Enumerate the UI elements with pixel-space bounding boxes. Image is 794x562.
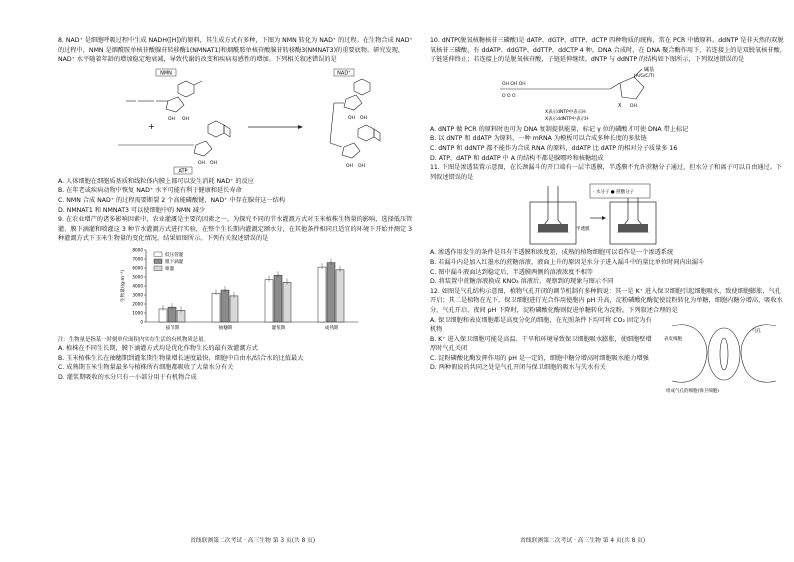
bar [168,307,176,322]
bar [265,280,273,322]
q12-option-d: D. 两种假说的共同之处是气孔开闭与保卫细胞的吸水与失水有关 [430,364,606,372]
bar [318,267,326,322]
y-tick-label: 2000 [132,301,143,307]
q12-option-c: C. 淀粉磷酸化酶发挥作用的 pH 是一定的，细胞中糖分增高时细胞吸水能力增强 [430,354,649,362]
nmn-label: NMN [160,70,172,77]
legend-label: 喷灌 [165,266,175,272]
q9-note: 注：生物量是指某一时刻单位面积内实存生活的有机物质总量。 [58,336,209,343]
nad-oh-4: OH [358,163,365,169]
beaker-right [610,202,656,244]
nad-oh-3: OH [346,163,353,169]
q9-option-c: C. 成熟期玉米生物量最多与植株所有细胞都吸收了大量水分有关 [58,364,234,372]
q8-option-d: D. NMNAT1 和 NMNAT3 可以使细胞中的 NMN 减少 [58,206,206,214]
solution-left [538,224,568,232]
x-tick-label: 灌浆期 [271,325,286,331]
q8-option-b: B. 在年老或疾病动物中恢复 NAD⁺ 水平可能有利于健康和延长寿命 [58,187,242,195]
osmosis-apparatus-diagram [430,182,786,248]
q9-option-a: A. 植株在不同生长期，膜下滴灌方式均是优化作物生长的最有效灌溉方式 [58,344,258,352]
q12-body [430,316,786,396]
legend-label: 低压管灌 [165,252,184,258]
plus-sign: + [148,121,155,131]
left-footer: 省线联测第二次考试 · 高三生物 第 3 页(共 8 页) [190,538,316,544]
nad-label: NAD⁺ [337,70,351,77]
q11-option-b: B. 若漏斗内是加入红墨水的蔗糖溶液，液面上升的原因是水分子进入漏斗中的量比单位时间内出漏斗 [430,258,705,266]
q12-option-a: A. 保卫细胞和表皮细胞都是高度分化的细胞，在光照条件下均可将 CO₂ 固定为有机物 [430,316,652,334]
dntp-structure-diagram [430,65,786,125]
nmn-oh-1: OH [168,116,175,122]
y-tick-label: 7000 [132,256,143,262]
svg-text:OH OH OH: OH OH OH [502,81,526,87]
right-page [430,36,786,396]
nad-oh-1: OH [348,115,355,121]
x-tick-label: 拔节期 [165,325,180,331]
q11-stem: 11. 下图是渗透装置示意图，在长颈漏斗的开口端有一层半透膜，半透膜不允许蔗糖分子通过，但水分子和离子可以自由通过。下列叙述错误的是 [430,164,783,181]
q8-option-c: C. NMN 合成 NAD⁺ 的过程需要断裂 2 个高能磷酸键，NAD⁺ 中存在腺苷这一结构 [58,196,286,204]
q10-option-b: B. 以 dNTP 和 ddATP 为原料，一种 mRNA 为模板可以合成多种长度的多肽链 [430,135,647,143]
legend-swatch [154,266,162,271]
q9-option-b: B. 玉米植株生长在抽穗期到灌浆期生物量增长速度最快，细胞中自由水/结合水的比值最大 [58,354,304,362]
bar [283,282,291,322]
base-types: (A/G/C/T) [634,73,655,79]
epidermis-cell-left [672,324,707,382]
q9-option-d: D. 灌浆期吸收的水分只有一小部分用于有机物合成 [58,373,197,381]
q9-stem: 9. 在农业增产的诸多影响因素中，农业灌溉是主要的因素之一。为探究不同的节水灌溉方式对玉米植株生物量的影响，选择低压管灌、膜下滴灌和喷灌这 3 种节水灌溉方式进行实验，在整个生长期内灌溉定额水分，在其他条件相同且适宜的环境下开始并测定 3 种灌溉方式下玉米生物量的变化情况，结果如图所示。下列有关叙述错误的是 [58,216,413,243]
q12-stem: 12. 如图是气孔结构示意图，植物气孔开闭的调节机制有多种假说：其一是 K⁺ 进入保卫细胞引起细胞吸水，致使细胞膨胀，气孔开启；其二是植物在光下，保卫细胞进行光合作用使胞内 pH 升高，淀粉磷酸化酶促使淀粉转化为单糖，细胞内糖分增高，吸收水分，气孔开启，夜间 pH 下降时，淀粉磷酸化酶则促进单糖转化为淀粉。下列叙述合理的是 [430,287,783,314]
x-mark: X [618,102,622,109]
y-tick-label: 0 [140,319,143,325]
membrane-label: 半透膜 [576,227,590,233]
legend-swatch [154,259,162,264]
guard-cell-label: 组成气孔的细胞(保卫细胞) [666,388,720,394]
q10-option-c: C. dNTP 和 ddNTP 都不能作为合成 RNA 的原料，ddATP 比 dATP 的相对分子质量多 16 [430,144,678,152]
y-tick-label: 5000 [132,274,143,280]
q11-option-d: D. 将装置中蔗糖溶液换成 KNO₃ 溶液后，观察到的现象与图示不同 [430,278,614,286]
bar [221,290,229,322]
base-label: 碱基 [644,66,655,73]
x-dntp-label: X表示dNTP中表示H [545,109,586,115]
q10-stem: 10. dNTP(脱氧核糖核苷三磷酸)是 dATP、dGTP、dTTP、dCTP 四种物质的统称，常在 PCR 中做原料。ddNTP 是非天然的双脱氧核苷三磷酸，有 ddATP、ddGTP、ddTTP、ddCTP 4 种。DNA 合成时，在 DNA 聚合酶作用下，若连接上的是双脱氧核苷酸，子链延伸终止；若连接上的是脱氧核苷酸，子链延伸继续。dNTP 与 ddNTP 的结构如下图所示，下列叙述错误的是 [430,37,786,64]
stoma-label: 气孔 [752,328,761,334]
sugar-ring [620,77,644,99]
q11-figure [430,182,786,248]
biomass-bar-chart [58,244,414,336]
nad-oh-2: OH [360,115,367,121]
svg-text:O O O: O O O [502,93,516,99]
arrow-head [298,125,303,129]
y-tick-label: 3000 [132,292,143,298]
q11-option-a: A. 渗透作用发生的条件是具有半透膜和浓度差，成熟的植物细胞可以看作是一个渗透系统 [430,249,674,257]
x-tick-label: 成熟期 [324,325,339,331]
beaker-left [530,202,576,244]
guard-cells-outline [708,328,740,380]
y-tick-label: 6000 [132,265,143,271]
y-tick-label: 4000 [132,283,143,289]
q10-option-d: D. ATP、dATP 和 ddATP 中 A 的结构不都是腺嘌呤和核糖组成 [430,154,604,162]
q8-figure [58,67,414,177]
nmn-structure [126,81,202,112]
legend-label: 膜下滴灌 [165,259,184,265]
bar [327,263,335,322]
atp-oh-2: OH [210,160,217,166]
atp-structure [118,121,230,156]
left-page [58,36,414,382]
bar [274,275,282,322]
q12-options [430,316,656,396]
q9-chart [58,244,414,336]
q10-option-a: A. dNTP 做 PCR 的原料时也可为 DNA 复制提供能量，标记 γ 位的磷酸才可使 DNA 带上标记 [430,125,689,133]
bar [336,270,344,322]
q8-option-a: A. 人体细胞在细胞质基质和线粒体内膜上都可以发生消耗 NAD⁺ 的反应 [58,177,254,185]
y-tick-label: 8000 [132,247,143,253]
nmn-oh-2: OH [182,116,189,122]
nmn-to-nad-diagram [58,67,414,177]
q11-option-c: C. 图中漏斗液面达到稳定后，半透膜两侧的溶液浓度不相等 [430,268,593,276]
molecule-legend: · 水分子 ● 蔗糖分子 [593,190,635,196]
bar [212,293,220,322]
stomatal-pore [720,338,728,370]
oh-mark: OH [630,103,637,109]
legend-swatch [154,252,162,257]
q10-figure [430,65,786,125]
x-tick-label: 抽穗期 [218,325,233,331]
q8-stem: 8. NAD⁺ 是细胞呼吸过程中生成 NADH([H])的原料，其生成方式有多种，下图为 NMN 转化为 NAD⁺ 的过程。在生物合成 NAD⁺ 的过程中，NMN 是烟酰胺单核苷酸腺苷转移酶1(NMNAT1)和烟酰胺单核苷酸腺苷转移酶3(NMNAT3)的重要底物。研究发现，NAD⁺ 水平随着年龄的增加稳定地衰减，导致代谢的改变和疾病易感性的增加。下列相关叙述错误的是 [58,37,413,64]
q12-option-b: B. K⁺ 进入保卫细胞可能是高温、干旱和环境导致保卫细胞吸水膨胀，使细胞壁增厚时气孔关闭 [430,335,652,353]
atp-oh-1: OH [198,160,205,166]
nad-structure [330,79,380,158]
y-tick-label: 1000 [132,310,143,316]
x-ddntp-label: X表示ddNTP中表示H [545,116,589,122]
y-axis-label: 生物量/(g·m⁻²) [121,269,126,302]
stoma-diagram [662,316,786,396]
solution-right [618,224,648,232]
right-footer: 省线联测第二次考试 · 高三生物 第 4 页(共 8 页) [520,538,646,544]
atp-label: ATP [178,168,188,175]
bar [230,296,238,322]
epidermis-label: 表皮细胞 [664,336,682,342]
